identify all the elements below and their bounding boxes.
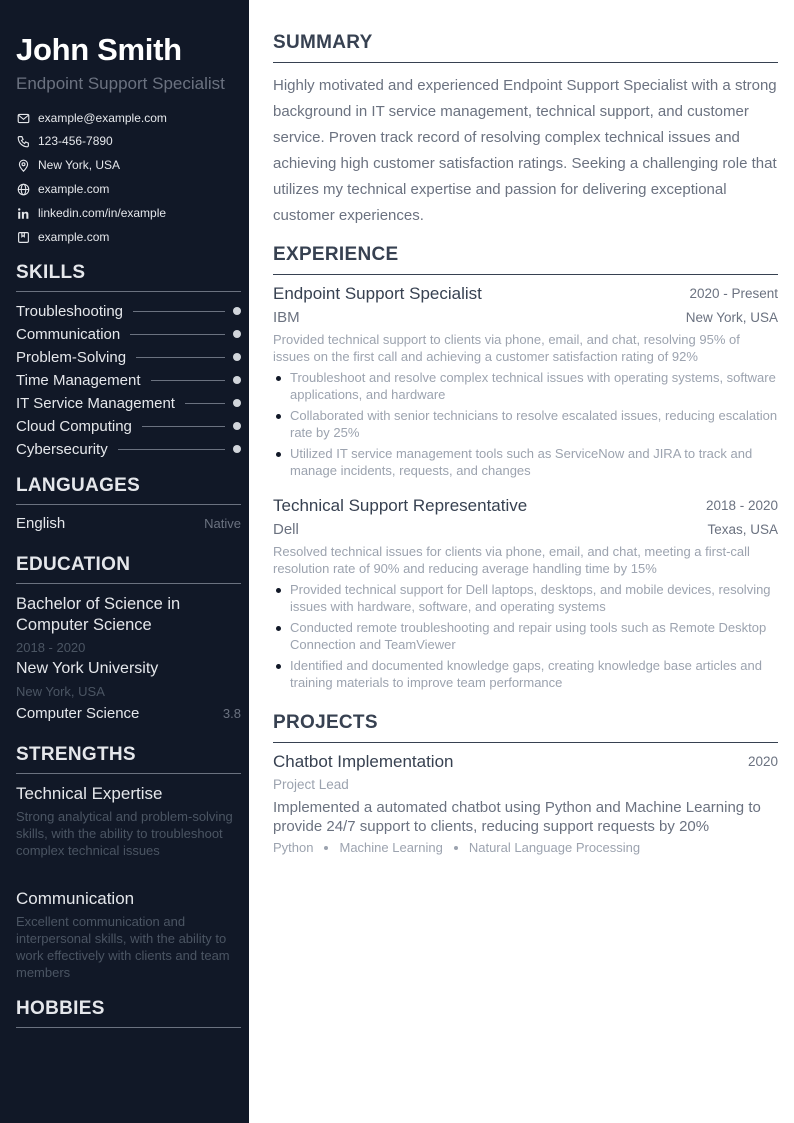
skill-line bbox=[151, 380, 226, 381]
job-company: Dell bbox=[273, 521, 299, 538]
project-tag: Machine Learning bbox=[339, 840, 443, 855]
contact-email-text: example@example.com bbox=[38, 111, 167, 125]
skill-name: IT Service Management bbox=[16, 394, 175, 412]
skill-name: Communication bbox=[16, 325, 121, 343]
contact-linkedin[interactable] bbox=[16, 203, 241, 223]
hobbies-heading: HOBBIES bbox=[16, 998, 241, 1028]
globe-icon bbox=[16, 182, 30, 196]
skill-item bbox=[16, 393, 241, 413]
job-dates: 2018 - 2020 bbox=[705, 498, 778, 513]
candidate-name: John Smith bbox=[16, 32, 182, 67]
skill-line bbox=[142, 426, 225, 427]
contact-location-text: New York, USA bbox=[38, 158, 121, 172]
education-degree: Bachelor of Science in Computer Science bbox=[16, 595, 181, 634]
contact-portfolio-text: example.com bbox=[38, 230, 110, 244]
skill-level-dot bbox=[233, 376, 241, 384]
contact-website[interactable] bbox=[16, 179, 241, 199]
skill-level-dot bbox=[233, 445, 241, 453]
job-bullets bbox=[273, 581, 778, 695]
phone-icon bbox=[16, 134, 30, 148]
tag-separator bbox=[454, 846, 458, 850]
job-company: IBM bbox=[273, 309, 300, 326]
contact-phone-text: 123-456-7890 bbox=[38, 134, 113, 148]
project-role: Project Lead bbox=[273, 777, 349, 792]
skill-item bbox=[16, 439, 241, 459]
job-bullets bbox=[273, 369, 778, 483]
skill-item bbox=[16, 347, 241, 367]
language-item bbox=[16, 515, 241, 532]
sidebar bbox=[0, 0, 249, 1123]
strengths-heading: STRENGTHS bbox=[16, 744, 241, 774]
strength-title: Technical Expertise bbox=[16, 784, 163, 803]
skill-level-dot bbox=[233, 399, 241, 407]
location-pin-icon bbox=[16, 158, 30, 172]
skill-line bbox=[136, 357, 225, 358]
education-location: New York, USA bbox=[16, 684, 105, 699]
job-bullet: Collaborated with senior technicians to resolve escalated issues, reducing escalation rate by 25% bbox=[273, 407, 778, 441]
education-gpa: 3.8 bbox=[222, 706, 241, 721]
summary-heading: SUMMARY bbox=[273, 32, 778, 63]
skill-name: Troubleshooting bbox=[16, 302, 124, 320]
job-bullet: Provided technical support for Dell laptops, desktops, and mobile devices, resolving issues with hardware, software, and operating systems bbox=[273, 581, 778, 615]
job-location: Texas, USA bbox=[707, 522, 778, 537]
candidate-title: Endpoint Support Specialist bbox=[16, 74, 225, 93]
education-field-row bbox=[16, 705, 241, 722]
job-location: New York, USA bbox=[685, 310, 778, 325]
job-title: Technical Support Representative bbox=[273, 496, 528, 515]
skill-name: Cybersecurity bbox=[16, 440, 108, 458]
skill-level-dot bbox=[233, 422, 241, 430]
skill-item bbox=[16, 416, 241, 436]
job-dates: 2020 - Present bbox=[689, 286, 778, 301]
education-dates: 2018 - 2020 bbox=[16, 640, 86, 655]
education-school: New York University bbox=[16, 660, 159, 677]
job-title: Endpoint Support Specialist bbox=[273, 284, 482, 303]
skill-level-dot bbox=[233, 330, 241, 338]
contact-phone[interactable] bbox=[16, 131, 241, 151]
skill-item bbox=[16, 370, 241, 390]
contact-linkedin-text: linkedin.com/in/example bbox=[38, 206, 167, 220]
skill-line bbox=[185, 403, 225, 404]
project-tag: Natural Language Processing bbox=[468, 840, 641, 855]
skill-name: Cloud Computing bbox=[16, 417, 132, 435]
tag-separator bbox=[324, 846, 328, 850]
strength-description: Excellent communication and interpersonal skills, with the ability to work effectively with clients and team members bbox=[16, 914, 230, 980]
skill-line bbox=[133, 311, 225, 312]
contact-portfolio[interactable] bbox=[16, 227, 241, 247]
job-bullet: Troubleshoot and resolve complex technical issues with operating systems, software applications, and hardware bbox=[273, 369, 778, 403]
project-title: Chatbot Implementation bbox=[273, 752, 454, 771]
job-description: Provided technical support to clients via phone, email, and chat, resolving 95% of issues on the first call and achieving a customer satisfaction rating of 92% bbox=[273, 332, 740, 364]
project-tag: Python bbox=[273, 840, 314, 855]
projects-heading: PROJECTS bbox=[273, 712, 778, 743]
email-icon bbox=[16, 111, 30, 125]
skill-item bbox=[16, 324, 241, 344]
experience-heading: EXPERIENCE bbox=[273, 244, 778, 275]
job-bullet: Conducted remote troubleshooting and repair using tools such as Remote Desktop Connection and TeamViewer bbox=[273, 619, 778, 653]
job-bullet: Identified and documented knowledge gaps, creating knowledge base articles and training materials to improve team performance bbox=[273, 657, 778, 691]
summary-text: Highly motivated and experienced Endpoint Support Specialist with a strong background in IT service management, technical support, and customer service. Proven track record of resolving complex technical issues and achieving high customer satisfaction ratings. Seeking a challenging role that utilizes my technical expertise and passion for delivering exceptional customer experiences. bbox=[273, 77, 777, 224]
strength-description: Strong analytical and problem-solving skills, with the ability to troubleshoot complex technical issues bbox=[16, 809, 233, 858]
project-date: 2020 bbox=[747, 754, 778, 769]
skill-item bbox=[16, 301, 241, 321]
skills-heading: SKILLS bbox=[16, 262, 241, 292]
education-field: Computer Science bbox=[16, 705, 140, 722]
skill-name: Problem-Solving bbox=[16, 348, 127, 366]
languages-heading: LANGUAGES bbox=[16, 475, 241, 505]
contact-location bbox=[16, 155, 241, 175]
project-tags bbox=[273, 840, 640, 855]
skill-level-dot bbox=[233, 307, 241, 315]
skill-name: Time Management bbox=[16, 371, 141, 389]
linkedin-icon bbox=[16, 206, 30, 220]
strength-title: Communication bbox=[16, 889, 135, 908]
contact-email[interactable] bbox=[16, 108, 241, 128]
contact-website-text: example.com bbox=[38, 182, 110, 196]
language-name: English bbox=[16, 515, 66, 532]
skill-line bbox=[130, 334, 225, 335]
language-level: Native bbox=[204, 516, 241, 531]
skill-line bbox=[118, 449, 225, 450]
bookmark-icon bbox=[16, 230, 30, 244]
project-description: Implemented a automated chatbot using Python and Machine Learning to provide 24/7 support to clients, reducing support requests by 20% bbox=[273, 799, 761, 835]
job-bullet: Utilized IT service management tools such as ServiceNow and JIRA to track and manage incidents, requests, and changes bbox=[273, 445, 778, 479]
job-description: Resolved technical issues for clients via phone, email, and chat, meeting a first-call resolution rate of 90% and reducing average handling time by 15% bbox=[273, 544, 750, 576]
skill-level-dot bbox=[233, 353, 241, 361]
education-heading: EDUCATION bbox=[16, 554, 241, 584]
